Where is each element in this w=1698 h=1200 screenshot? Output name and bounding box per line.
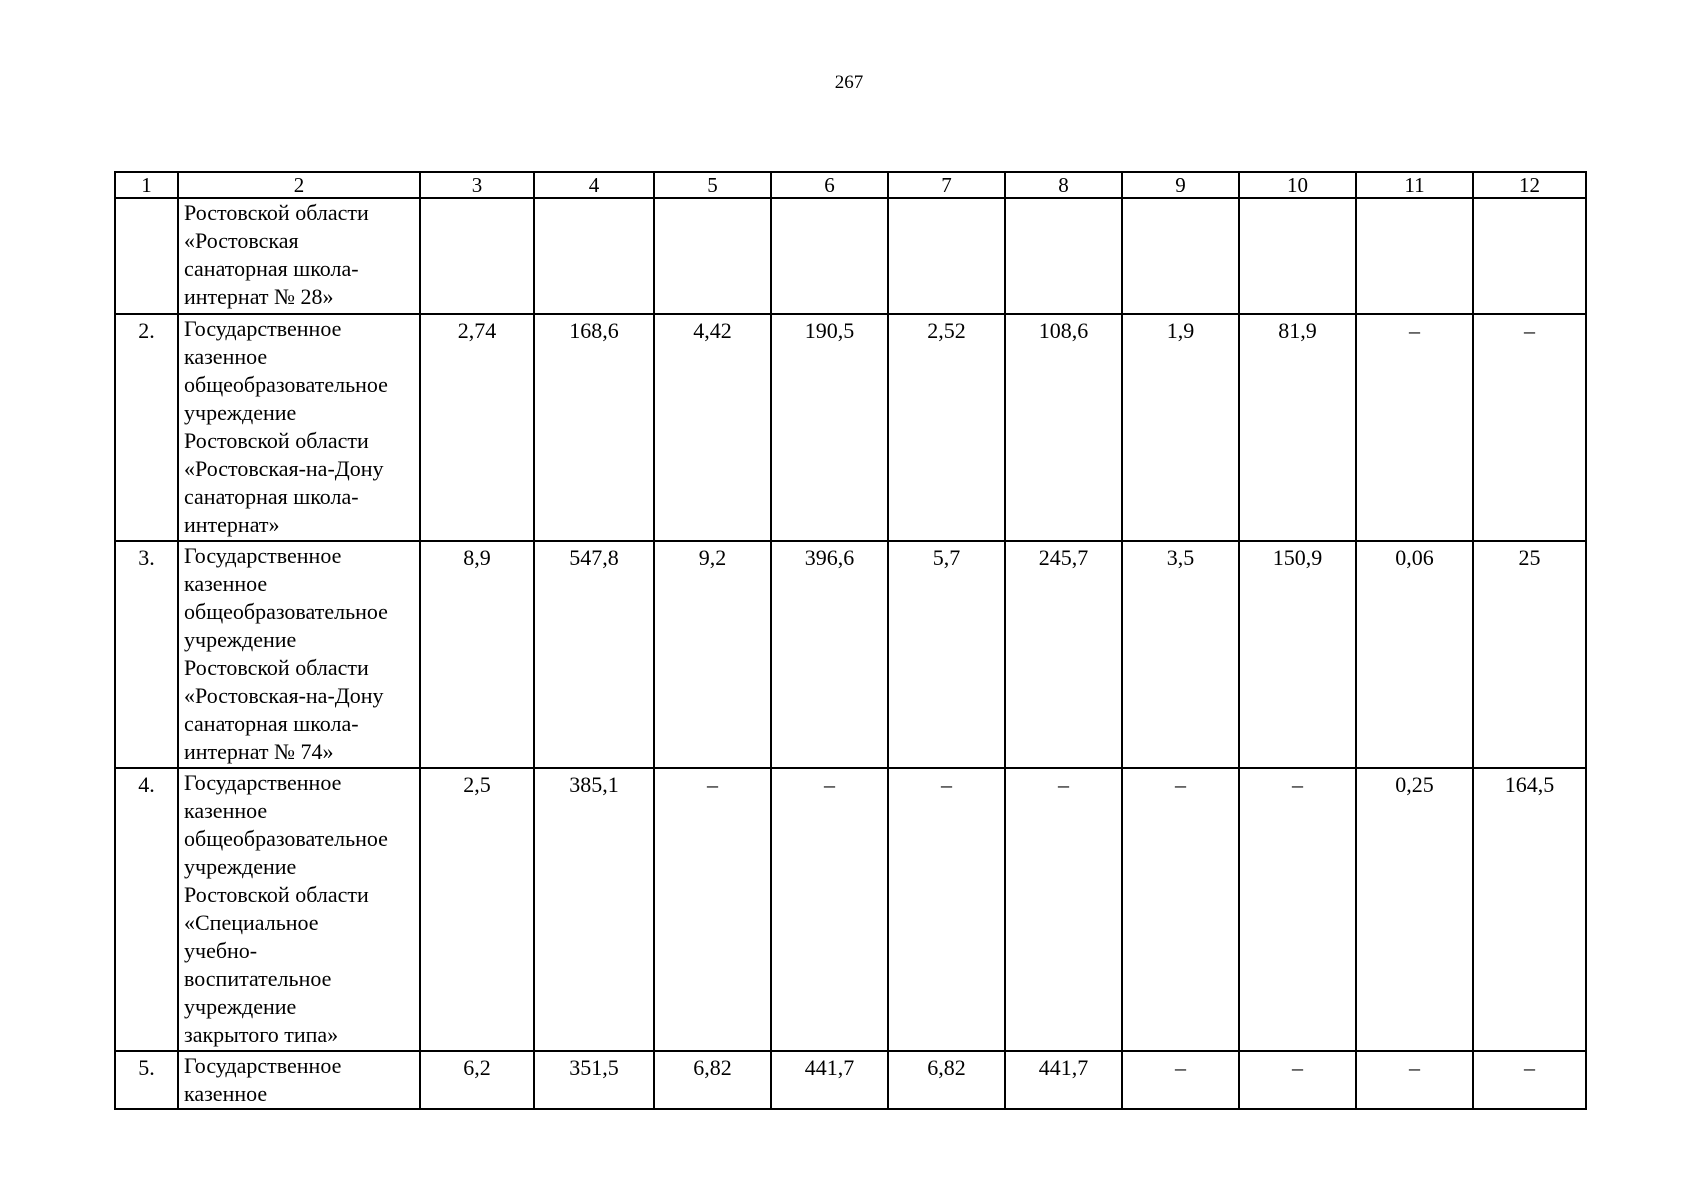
value-cell <box>1005 198 1122 314</box>
value-cell <box>1473 198 1586 314</box>
value-cell: – <box>1122 1051 1239 1109</box>
value-cell <box>420 198 534 314</box>
value-cell <box>888 198 1005 314</box>
value-cell: 245,7 <box>1005 541 1122 768</box>
value-cell: 547,8 <box>534 541 654 768</box>
value-cell: 385,1 <box>534 768 654 1051</box>
page-number: 267 <box>834 72 864 93</box>
value-cell: 0,06 <box>1356 541 1473 768</box>
institution-name: Государственное казенное общеобразовательное учреждение Ростовской области «Ростовская-на-Дону санаторная школа- интернат» <box>178 314 420 541</box>
institution-name: Государственное казенное <box>178 1051 420 1109</box>
value-cell: 8,9 <box>420 541 534 768</box>
institution-name: Государственное казенное общеобразовательное учреждение Ростовской области «Специальное учебно- воспитательное учреждение закрытого типа» <box>178 768 420 1051</box>
value-cell: 4,42 <box>654 314 771 541</box>
row-number <box>115 198 178 314</box>
value-cell: 150,9 <box>1239 541 1356 768</box>
value-cell: – <box>1473 314 1586 541</box>
value-cell: – <box>1239 768 1356 1051</box>
value-cell: 9,2 <box>654 541 771 768</box>
value-cell <box>534 198 654 314</box>
value-cell: 164,5 <box>1473 768 1586 1051</box>
value-cell: 2,52 <box>888 314 1005 541</box>
column-header: 11 <box>1356 172 1473 198</box>
value-cell: 6,82 <box>888 1051 1005 1109</box>
value-cell: 441,7 <box>1005 1051 1122 1109</box>
value-cell: – <box>771 768 888 1051</box>
table-row <box>115 1051 1586 1109</box>
value-cell: 1,9 <box>1122 314 1239 541</box>
value-cell: – <box>1356 314 1473 541</box>
row-number: 4. <box>115 768 178 1051</box>
column-header: 7 <box>888 172 1005 198</box>
value-cell: 351,5 <box>534 1051 654 1109</box>
value-cell: 3,5 <box>1122 541 1239 768</box>
value-cell <box>1356 198 1473 314</box>
column-header: 2 <box>178 172 420 198</box>
value-cell: 108,6 <box>1005 314 1122 541</box>
column-header: 9 <box>1122 172 1239 198</box>
value-cell: 2,74 <box>420 314 534 541</box>
value-cell: 168,6 <box>534 314 654 541</box>
table-row <box>115 541 1586 768</box>
table-header-row <box>115 172 1586 198</box>
value-cell: – <box>1122 768 1239 1051</box>
value-cell <box>1122 198 1239 314</box>
value-cell: 190,5 <box>771 314 888 541</box>
value-cell: 6,2 <box>420 1051 534 1109</box>
value-cell: 2,5 <box>420 768 534 1051</box>
row-number: 2. <box>115 314 178 541</box>
column-header: 1 <box>115 172 178 198</box>
value-cell: 5,7 <box>888 541 1005 768</box>
data-table <box>114 171 1587 1110</box>
table-row <box>115 314 1586 541</box>
value-cell: 81,9 <box>1239 314 1356 541</box>
column-header: 4 <box>534 172 654 198</box>
row-number: 5. <box>115 1051 178 1109</box>
value-cell: 396,6 <box>771 541 888 768</box>
value-cell: 0,25 <box>1356 768 1473 1051</box>
value-cell: 25 <box>1473 541 1586 768</box>
value-cell <box>654 198 771 314</box>
column-header: 8 <box>1005 172 1122 198</box>
value-cell: 6,82 <box>654 1051 771 1109</box>
column-header: 5 <box>654 172 771 198</box>
institution-name: Ростовской области «Ростовская санаторная школа- интернат № 28» <box>178 198 420 314</box>
institution-name: Государственное казенное общеобразовательное учреждение Ростовской области «Ростовская-на-Дону санаторная школа- интернат № 74» <box>178 541 420 768</box>
value-cell: – <box>1356 1051 1473 1109</box>
value-cell: – <box>654 768 771 1051</box>
column-header: 6 <box>771 172 888 198</box>
row-number: 3. <box>115 541 178 768</box>
value-cell: – <box>1239 1051 1356 1109</box>
value-cell: – <box>888 768 1005 1051</box>
value-cell <box>1239 198 1356 314</box>
column-header: 12 <box>1473 172 1586 198</box>
value-cell: – <box>1473 1051 1586 1109</box>
table-row <box>115 768 1586 1051</box>
value-cell: – <box>1005 768 1122 1051</box>
column-header: 3 <box>420 172 534 198</box>
value-cell: 441,7 <box>771 1051 888 1109</box>
table-row <box>115 198 1586 314</box>
value-cell <box>771 198 888 314</box>
column-header: 10 <box>1239 172 1356 198</box>
